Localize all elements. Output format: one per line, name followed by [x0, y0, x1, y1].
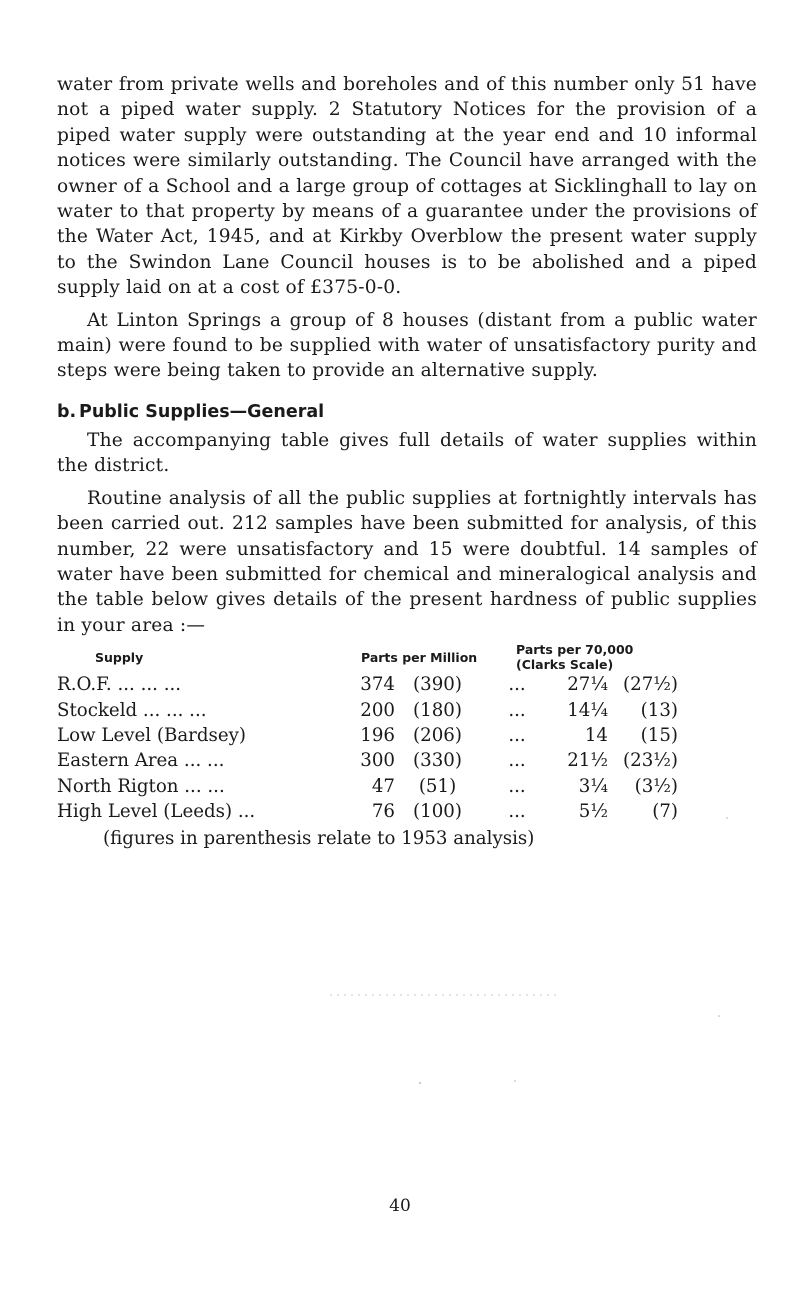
ppm-previous: (206): [413, 724, 462, 746]
clark-previous: (27½): [623, 674, 678, 696]
page-number: 40: [389, 1196, 411, 1216]
clark-value: 21½: [567, 750, 608, 772]
speck: [419, 1082, 421, 1084]
speck: [726, 817, 728, 819]
speck: [718, 1015, 720, 1017]
clark-value: 5½: [578, 801, 608, 823]
paragraph-water-wells: water from private wells and boreholes and of this number only 51 have not a piped water supply. 2 Statutory Notices for the provision of a piped water supply were outstanding at the year end and 10 informal notices were similarly outstanding. The Council have arranged with the owner of a School and a large group of cottages at Sicklinghall to lay on water to that property by means of a guarantee under the provisions of the Water Act, 1945, and at Kirkby Overblow the present water supply to the Swindon Lane Council houses is to be abolished and a piped supply laid on at a cost of £375-0-0.: [57, 74, 757, 299]
ppm-value: 374: [360, 674, 395, 696]
clark-previous: (7): [652, 801, 678, 823]
supply-name: North Rigton ... ...: [57, 775, 225, 797]
ppm-value: 196: [360, 724, 395, 746]
clark-previous: (15): [640, 724, 678, 746]
ppm-previous: (390): [413, 674, 462, 696]
supply-name: Stockeld ... ... ...: [57, 699, 207, 721]
ppm-previous: (330): [413, 750, 462, 772]
leader-dots: ...: [508, 699, 526, 721]
ppm-previous: (180): [413, 699, 462, 721]
section-letter: b.: [57, 401, 77, 422]
leader-dots: ...: [508, 724, 526, 746]
leader-dots: ...: [508, 801, 526, 823]
clark-value: 14¼: [567, 699, 608, 721]
clark-value: 14: [584, 724, 608, 746]
ppm-value: 300: [360, 750, 395, 772]
paragraph-accompanying-table: The accompanying table gives full details of water supplies within the district.: [57, 429, 757, 477]
paragraph-linton-springs: At Linton Springs a group of 8 houses (distant from a public water main) were found to be supplied with water of unsatisfactory purity and steps were being taken to provide an alternative supply.: [57, 309, 757, 382]
supply-name: High Level (Leeds) ...: [57, 801, 256, 823]
clark-previous: (3½): [634, 775, 678, 797]
section-title: Public Supplies—General: [79, 401, 325, 422]
paragraph-routine-analysis: Routine analysis of all the public supplies at fortnightly intervals has been carried out. 212 samples have been submitted for analysis, of this number, 22 were unsatisfactory and 15 were doubtful. 14 samples of water have been submitted for chemical and mineralogical analysis and the table below gives details of the present hardness of public supplies in your area :—: [57, 487, 757, 636]
ppm-value: 47: [371, 775, 395, 797]
header-parts-per-million: Parts per Million: [361, 649, 478, 665]
speck: [514, 1080, 516, 1082]
clark-previous: (23½): [623, 750, 678, 772]
leader-dots: ...: [508, 674, 526, 696]
clark-value: 3¼: [578, 775, 608, 797]
supply-name: Low Level (Bardsey): [57, 724, 246, 746]
leader-dots: ...: [508, 750, 526, 772]
ppm-previous: (100): [413, 801, 462, 823]
clark-value: 27¼: [567, 674, 608, 696]
leader-dots: ...: [508, 775, 526, 797]
supply-name: Eastern Area ... ...: [57, 750, 225, 772]
header-clarks-scale: Parts per 70,000 (Clarks Scale): [516, 642, 634, 673]
ppm-value: 76: [371, 801, 395, 823]
ppm-value: 200: [360, 699, 395, 721]
supply-name: R.O.F. ... ... ...: [57, 674, 182, 696]
ppm-previous: (51): [418, 775, 457, 797]
header-supply: Supply: [95, 649, 144, 665]
table-footnote: (figures in parenthesis relate to 1953 analysis): [103, 827, 535, 849]
clark-previous: (13): [640, 699, 678, 721]
